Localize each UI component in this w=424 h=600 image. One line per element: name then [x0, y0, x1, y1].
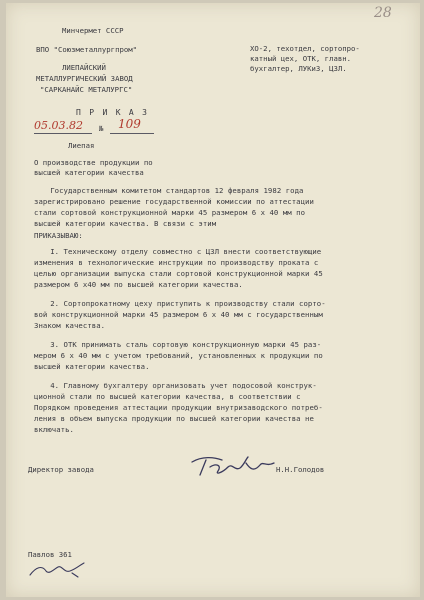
subject-line-2: высшей категории качества	[34, 168, 144, 177]
item-4-line: 4. Главному бухгалтеру организовать учет подосовой конструк-	[28, 381, 317, 390]
intro-line: высшей категории качества. В связи с этим	[34, 219, 217, 228]
document-page	[6, 3, 420, 597]
item-3-line: высшей категории качества.	[34, 362, 150, 371]
association-line: ВПО "Союзметаллургпром"	[36, 45, 138, 54]
distribution-line-3: бухгалтер, ЛУКиЗ, ЦЗЛ.	[250, 64, 347, 73]
item-2-line: 2. Сортопрокатному цеху приступить к производству стали сорто-	[28, 299, 326, 308]
distribution-line-2: катный цех, ОТК, главн.	[250, 54, 352, 63]
item-1-line: целью организации выпуска стали сортовой конструкционной марки 45	[34, 269, 323, 278]
item-2-line: Знаком качества.	[34, 321, 106, 330]
item-3-line: 3. ОТК принимать сталь сортовую конструкционную марки 45 раз-	[28, 340, 322, 349]
intro-line: Государственным комитетом стандартов 12 февраля 1982 года	[28, 186, 304, 195]
signature-name: Н.Н.Голодов	[276, 465, 325, 474]
plant-name-line: "САРКАНАЙС МЕТАЛУРГС"	[40, 85, 133, 94]
intro-line: стали сортовой конструкционной марки 45 размером 6 х 40 мм по	[34, 208, 306, 217]
order-number-label: №	[99, 124, 104, 133]
item-1-line: размером 6 х40 мм по высшей категории качества.	[34, 280, 243, 289]
intro-line: зарегистрировано решение государственной комиссии по аттестации	[34, 197, 314, 206]
order-word: ПРИКАЗЫВАЮ:	[34, 231, 83, 240]
item-4-line: ления в объем выпуска продукции по высшей категории качества не	[34, 414, 314, 423]
subject-line-1: О производстве продукции по	[34, 158, 153, 167]
executor-handwritten-mark	[26, 559, 96, 581]
order-number: 109	[118, 117, 141, 131]
order-date: 05.03.82	[34, 119, 83, 132]
item-1-line: I. Техническому отделу совместно с ЦЗЛ внести соответствующие	[28, 247, 322, 256]
distribution-line-1: ХО-2, техотдел, сортопро-	[250, 44, 360, 53]
archive-page-number: 28	[374, 5, 392, 21]
executor-note: Павлов 361	[28, 550, 72, 559]
date-underline	[34, 133, 92, 134]
item-4-line: включать.	[34, 425, 74, 434]
plant-line: МЕТАЛЛУРГИЧЕСКИЙ ЗАВОД	[36, 74, 133, 83]
item-2-line: вой конструкционной марки 45 размером 6 х 40 мм с государственным	[34, 310, 323, 319]
city-line: ЛИЕПАЙСКИЙ	[62, 63, 106, 72]
item-4-line: ционной стали по высшей категории качества, в соответствии с	[34, 392, 301, 401]
order-title: П Р И К А З	[76, 108, 149, 117]
ministry-line: Минчермет СССР	[62, 26, 124, 35]
handwritten-signature	[188, 453, 278, 479]
order-city: Лиепая	[68, 141, 95, 150]
item-1-line: изменения в технологические инструкции по производству проката с	[34, 258, 319, 267]
item-4-line: Порядком проведения аттестации продукции внутризаводского потреб-	[34, 403, 323, 412]
signature-role: Директор завода	[28, 465, 94, 474]
item-3-line: мером 6 х 40 мм с учетом требований, установленных к продукции по	[34, 351, 323, 360]
number-underline	[110, 133, 154, 134]
